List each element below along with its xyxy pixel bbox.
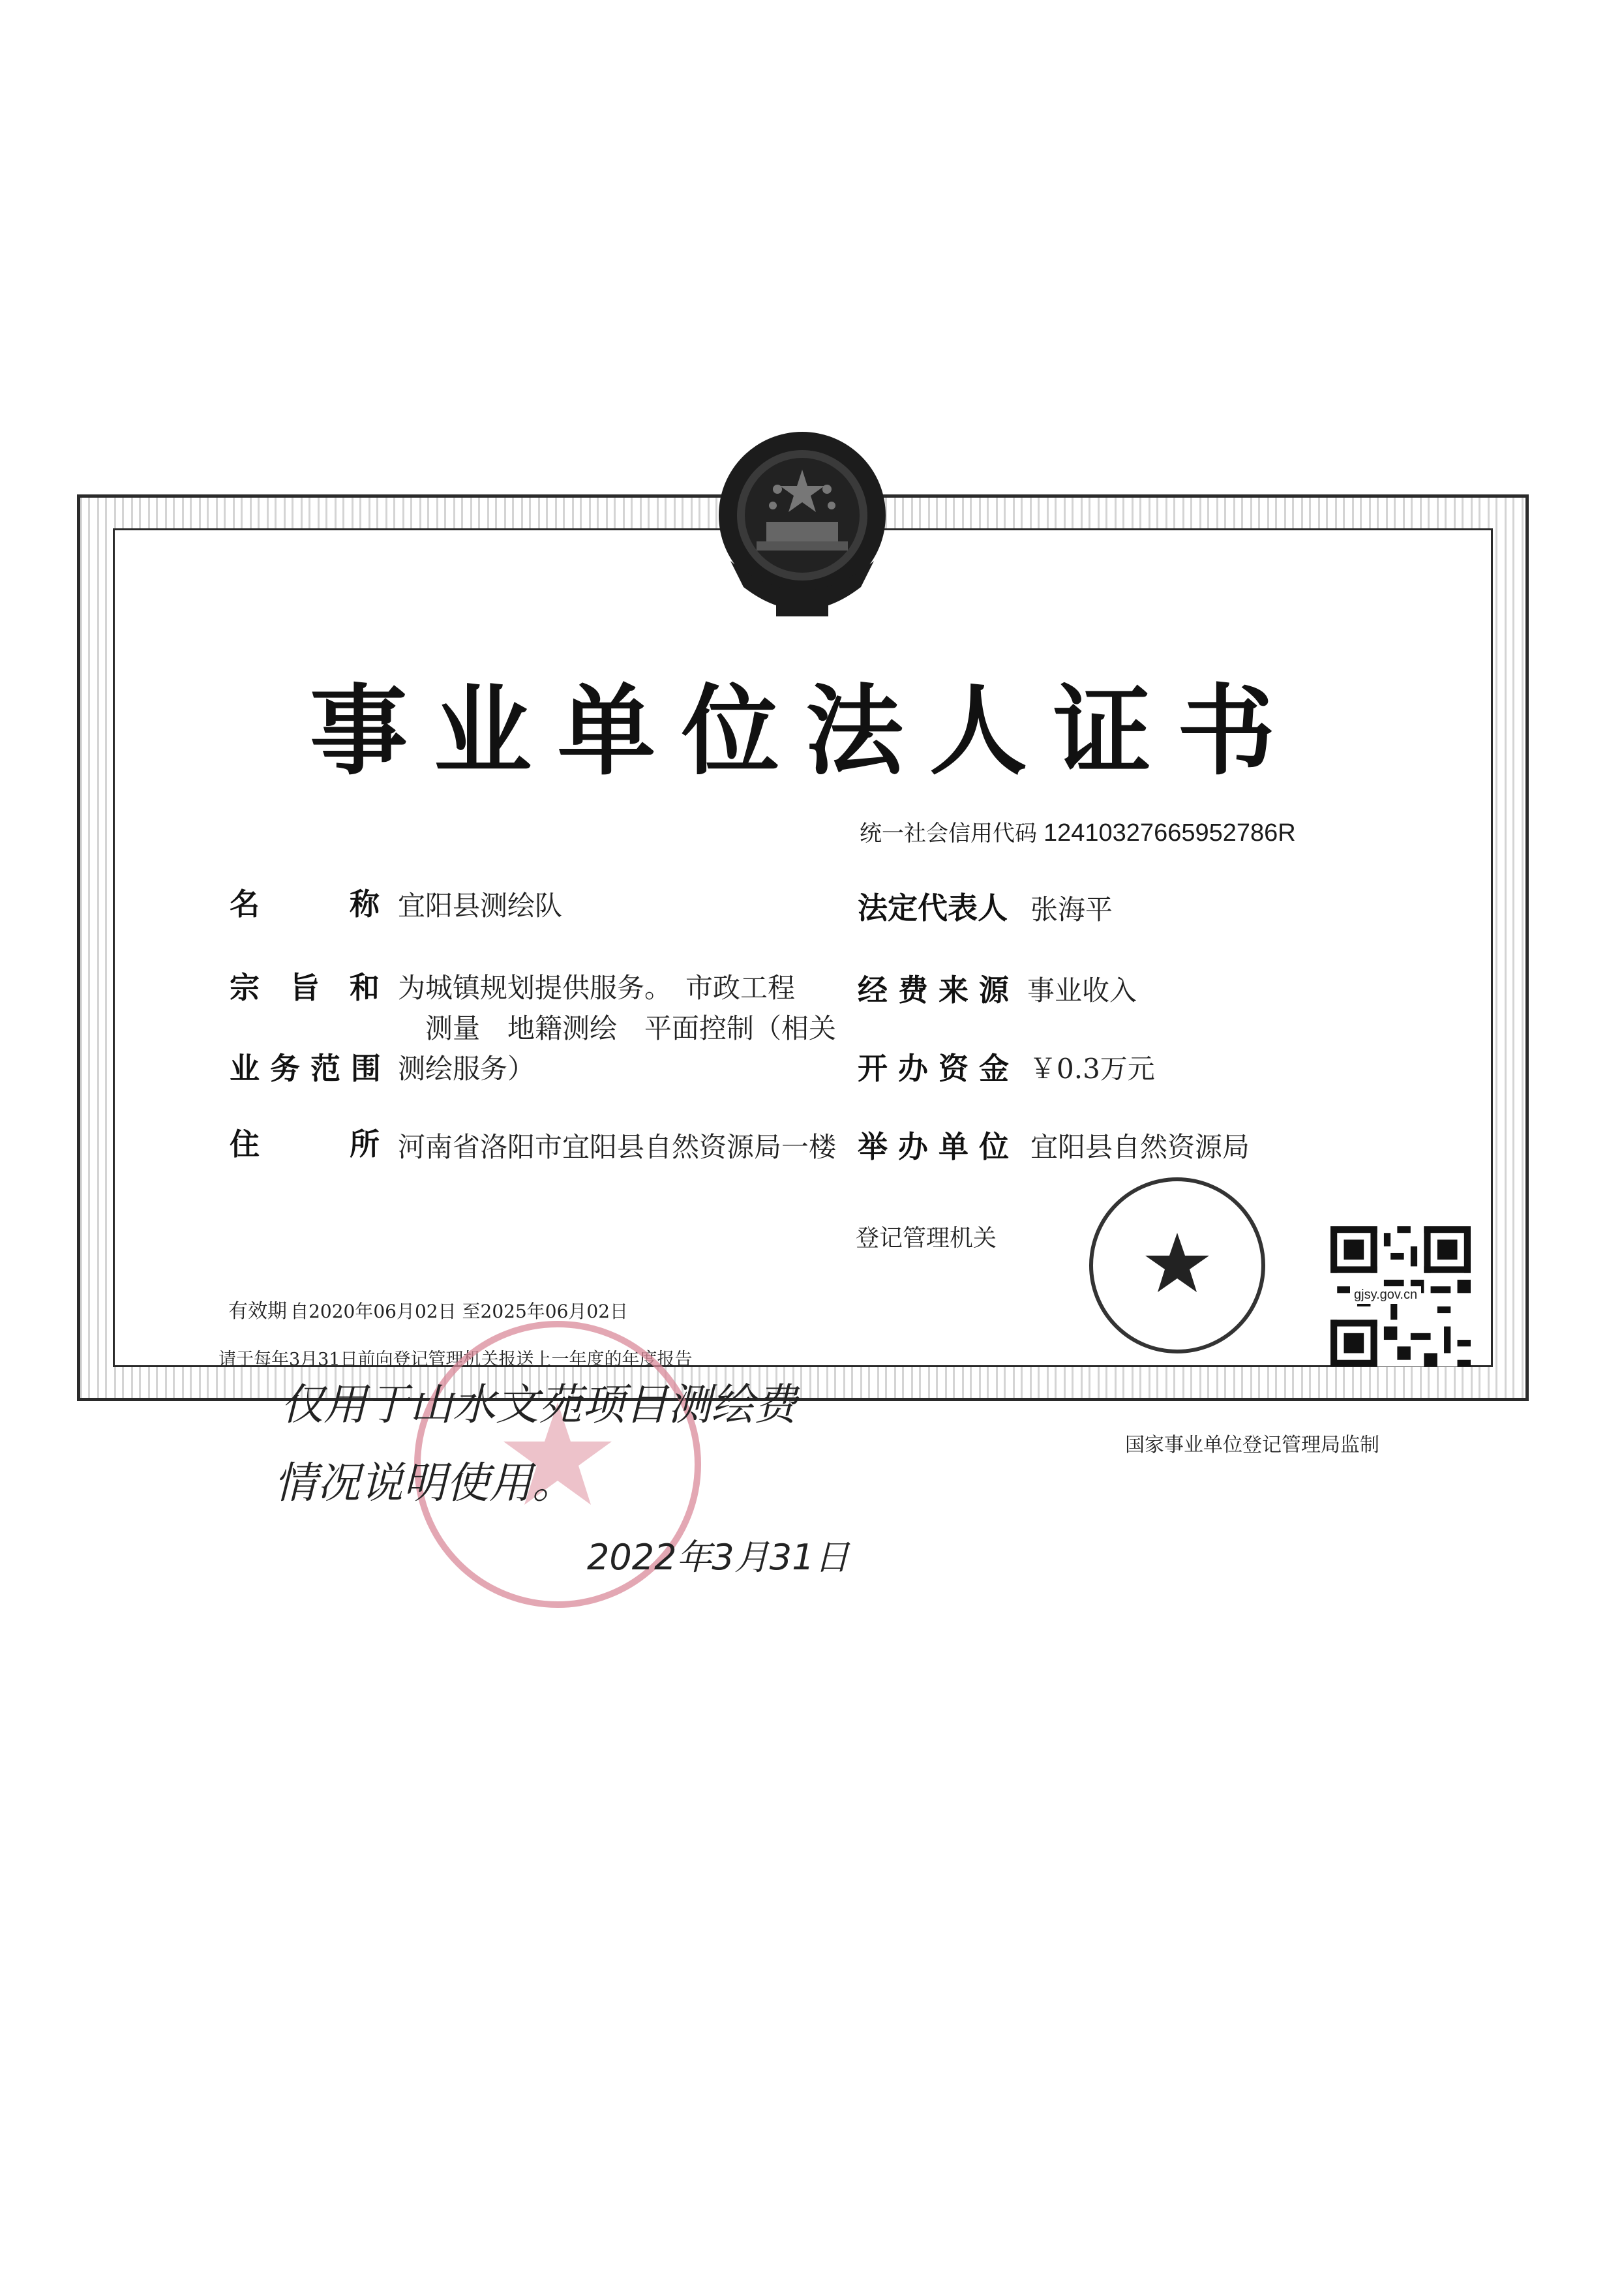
handwritten-note-line-1: 仅用于山水文苑项目测绘费 (280, 1380, 797, 1430)
scope-label: 业 务 范 围 (230, 1051, 382, 1086)
validity-value: 自2020年06月02日 至2025年06月02日 (290, 1301, 629, 1322)
funding-label: 经 费 来 源 (858, 973, 1010, 1008)
sponsor-label: 举 办 单 位 (858, 1129, 1010, 1164)
address-value: 河南省洛阳市宜阳县自然资源局一楼 (398, 1131, 837, 1163)
name-value: 宜阳县测绘队 (398, 890, 563, 922)
credit-code (860, 815, 1296, 847)
purpose-line-3: 测绘服务） (398, 1053, 535, 1085)
purpose-line-2: 测量 地籍测绘 平面控制（相关 (398, 1012, 837, 1044)
annual-report-notice: 请于每年3月31日前向登记管理机关报送上一年度的年度报告 (218, 1350, 693, 1370)
registry-authority-label: 登记管理机关 (856, 1225, 997, 1252)
purpose-label: 宗 旨 和 (230, 970, 380, 1005)
capital-label: 开 办 资 金 (858, 1051, 1010, 1086)
supervisor-note: 国家事业单位登记管理局监制 (1125, 1434, 1379, 1457)
funding-value: 事业收入 (1027, 974, 1137, 1006)
credit-code-label: 统一社会信用代码 (860, 821, 1037, 847)
qr-caption: gjsy.gov.cn (1350, 1286, 1421, 1304)
address-label: 住 所 (230, 1126, 380, 1162)
purpose-line-1: 为城镇规划提供服务。 市政工程 (398, 972, 796, 1004)
credit-code-value: 12410327665952786R (1044, 819, 1296, 847)
handwritten-note-line-2: 情况说明使用。 (274, 1458, 575, 1508)
legal-rep-label: 法定代表人 (858, 890, 1008, 926)
capital-value: ￥0.3万元 (1029, 1053, 1155, 1085)
certificate-title: 事业单位法人证书 (309, 675, 1301, 789)
national-emblem-icon (704, 424, 900, 626)
sponsor-value: 宜阳县自然资源局 (1030, 1131, 1250, 1163)
legal-rep-value: 张海平 (1030, 894, 1113, 926)
validity-label: 有效期 (228, 1300, 287, 1323)
name-label: 名 称 (230, 886, 380, 922)
registry-seal-icon (1083, 1171, 1272, 1360)
handwritten-date: 2022年3月31日 (587, 1537, 850, 1578)
